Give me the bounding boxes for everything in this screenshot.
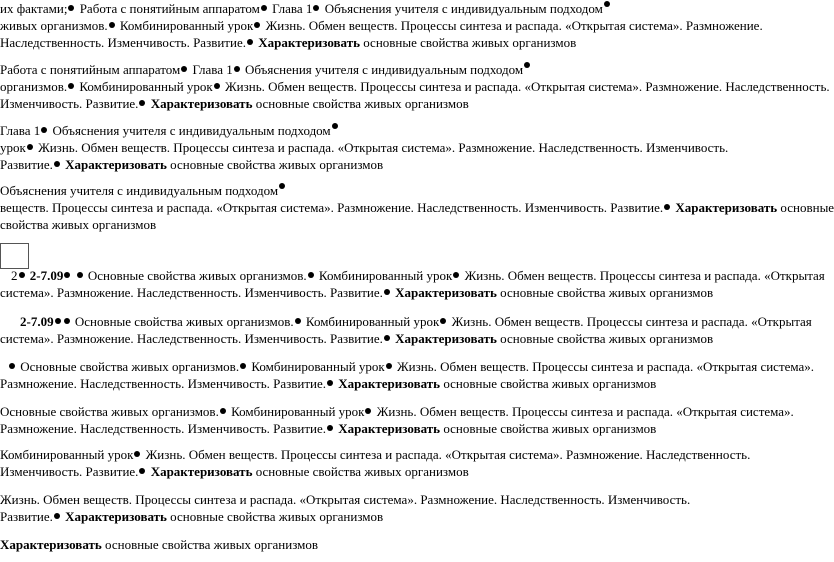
text-run: Жизнь. Обмен веществ. Процессы синтеза и распада. «Открытая система». [373,404,794,419]
bullet-icon [64,318,70,324]
text-run: Объяснения учителя с индивидуальным подходом [241,62,524,77]
text-run: Комбинированный урок [227,404,365,419]
table-cell-box [0,243,29,269]
bullet-icon [68,83,74,89]
text-run: Жизнь. Обмен веществ. Процессы синтеза и распада. «Открытая система». Размножение. Наследственность. Изменчивость. [34,140,729,155]
text-run: Жизнь. Обмен веществ. Процессы синтеза и распада. «Открытая система». Размножение. Наследственность. Изменчивость. [0,492,691,507]
bold-keyword: Характеризовать [338,421,441,436]
lesson-number: 2 [11,268,18,283]
text-line [0,536,816,553]
text-run: Комбинированный урок [76,79,213,94]
text-line [0,267,825,284]
text-run: Объяснения учителя с индивидуальным подходом [0,183,279,198]
text-run: система». Размножение. Наследственность. Изменчивость. Развитие. [0,285,383,300]
text-line [0,284,816,301]
text-run: Основные свойства живых организмов. [0,404,219,419]
bold-keyword: Характеризовать [395,331,497,346]
bullet-icon [313,5,319,11]
bullet-icon [9,363,15,369]
text-run: живых организмов. [0,18,108,33]
text-run: Комбинированный урок [0,447,134,462]
bullet-icon [332,123,338,129]
text-line [0,95,816,112]
bullet-icon [55,318,61,324]
text-run: Развитие. [0,509,53,524]
bullet-icon [214,83,220,89]
text-run: Основные свойства живых организмов. [17,359,240,374]
paragraph-2 [0,61,830,112]
text-run: Развитие. [0,157,53,172]
text-line [0,34,816,51]
text-line [0,182,816,199]
bullet-icon [234,66,240,72]
bold-keyword: Характеризовать [65,157,167,172]
bullet-icon [68,5,74,11]
text-line [0,61,816,78]
text-run: основные свойства живых организмов [252,96,469,111]
bullet-icon [295,318,301,324]
text-line [0,313,816,330]
text-run: основные свойства живых организмов [496,331,714,346]
text-run: основные свойства живых организмов [440,376,657,391]
text-run: Комбинированный урок [315,268,453,283]
paragraph-9 [0,446,816,480]
text-line [0,156,816,173]
bold-keyword: Характеризовать [65,509,167,524]
paragraph-10 [0,491,816,525]
bullet-icon [440,318,446,324]
bullet-icon [247,39,253,45]
bullet-icon [181,66,187,72]
lesson-date: 2-7.09 [20,314,54,329]
bullet-icon [327,380,333,386]
bold-keyword: Характеризовать [338,376,441,391]
paragraph-8 [0,403,816,437]
bullet-icon [134,451,140,457]
text-run: Объяснения учителя с индивидуальным подходом [321,1,603,16]
text-run: Комбинированный урок [248,359,385,374]
text-line [0,358,816,375]
text-line [0,375,816,392]
text-line [0,491,816,508]
bullet-icon [254,22,260,28]
text-run: Наследственность. Изменчивость. Развитие. [0,35,246,50]
bold-keyword: Характеризовать [150,96,253,111]
text-run: Изменчивость. Развитие. [0,464,139,479]
paragraph-5 [0,267,825,301]
text-run: основные свойства живых организмов [101,537,319,552]
text-run: Жизнь. Обмен веществ. Процессы синтеза и распада. «Открытая система». Размножение. Наследственность. [142,447,751,462]
text-run: их фактами; [0,1,68,16]
bullet-icon [524,62,530,68]
bullet-icon [664,204,670,210]
bold-keyword: Характеризовать [258,35,360,50]
bullet-icon [77,272,83,278]
text-run: Глава 1 [0,123,41,138]
bullet-icon [54,513,60,519]
bullet-icon [384,335,390,341]
text-run: Комбинированный урок [302,314,440,329]
text-run: организмов. [0,79,68,94]
text-run: Комбинированный урок [116,18,254,33]
text-run: основные свойства живых организмов [252,464,469,479]
text-run: Глава 1 [268,1,313,16]
bullet-icon [139,468,145,474]
bullet-icon [27,144,33,150]
bold-keyword: Характеризовать [0,537,102,552]
text-run: Жизнь. Обмен веществ. Процессы синтеза и распада. «Открытая система». Размножение. [262,18,763,33]
bullet-icon [604,1,610,7]
paragraph-11 [0,536,816,553]
text-run: Основные свойства живых организмов. [84,268,307,283]
paragraph-7 [0,358,816,392]
paragraph-4 [0,182,834,233]
text-run: урок [0,140,26,155]
paragraph-3 [0,122,816,173]
bullet-icon [453,272,459,278]
text-line [0,508,816,525]
text-run: основные свойства живых организмов [359,35,577,50]
text-line [0,0,816,17]
bold-keyword: Характеризовать [395,285,497,300]
bullet-icon [109,22,115,28]
text-run: Жизнь. Обмен веществ. Процессы синтеза и распада. «Открытая система». [393,359,815,374]
bullet-icon [220,408,226,414]
text-line [0,403,816,420]
text-run: Объяснения учителя с индивидуальным подходом [49,123,331,138]
text-run: Жизнь. Обмен веществ. Процессы синтеза и распада. «Открытая система». Размножение. Наследственность. [221,79,830,94]
text-run: Работа с понятийным аппаратом [0,62,181,77]
paragraph-6 [0,313,816,347]
bullet-icon [365,408,371,414]
text-run: система». Размножение. Наследственность. Изменчивость. Развитие. [0,331,383,346]
text-run: Жизнь. Обмен веществ. Процессы синтеза и распада. «Открытая [448,314,812,329]
bullet-icon [240,363,246,369]
text-run: Размножение. Наследственность. Изменчивость. Развитие. [0,421,327,436]
text-line [0,122,816,139]
text-run: основные свойства живых организмов [440,421,657,436]
text-line [0,199,834,216]
text-line [0,463,816,480]
paragraph-1 [0,0,816,51]
bold-keyword: Характеризовать [150,464,253,479]
text-line [0,420,816,437]
text-run: основные свойства живых организмов [166,157,384,172]
lesson-date: 2-7.09 [29,268,64,283]
text-run: Жизнь. Обмен веществ. Процессы синтеза и распада. «Открытая [461,268,825,283]
bold-keyword: Характеризовать [675,200,778,215]
bullet-icon [64,272,70,278]
text-line [0,17,816,34]
text-run: Изменчивость. Развитие. [0,96,139,111]
text-run: основные свойства живых организмов [166,509,384,524]
text-run: свойства живых организмов [0,217,157,232]
text-run: основные [777,200,834,215]
text-line [0,446,816,463]
bullet-icon [41,127,47,133]
text-run: основные свойства живых организмов [496,285,714,300]
bullet-icon [54,161,60,167]
bullet-icon [19,272,25,278]
text-line [0,78,830,95]
bullet-icon [327,425,333,431]
bullet-icon [279,183,285,189]
text-run: веществ. Процессы синтеза и распада. «Открытая система». Размножение. Наследственность. Изменчивость. Развитие. [0,200,664,215]
text-run: Работа с понятийным аппаратом [76,1,260,16]
bullet-icon [384,289,390,295]
bullet-icon [261,5,267,11]
bullet-icon [308,272,314,278]
text-line [0,216,816,233]
bullet-icon [139,100,145,106]
text-run: Размножение. Наследственность. Изменчивость. Развитие. [0,376,327,391]
text-line [0,139,816,156]
bullet-icon [386,363,392,369]
text-line [0,330,816,347]
text-run: Основные свойства живых организмов. [71,314,294,329]
text-run: Глава 1 [189,62,233,77]
